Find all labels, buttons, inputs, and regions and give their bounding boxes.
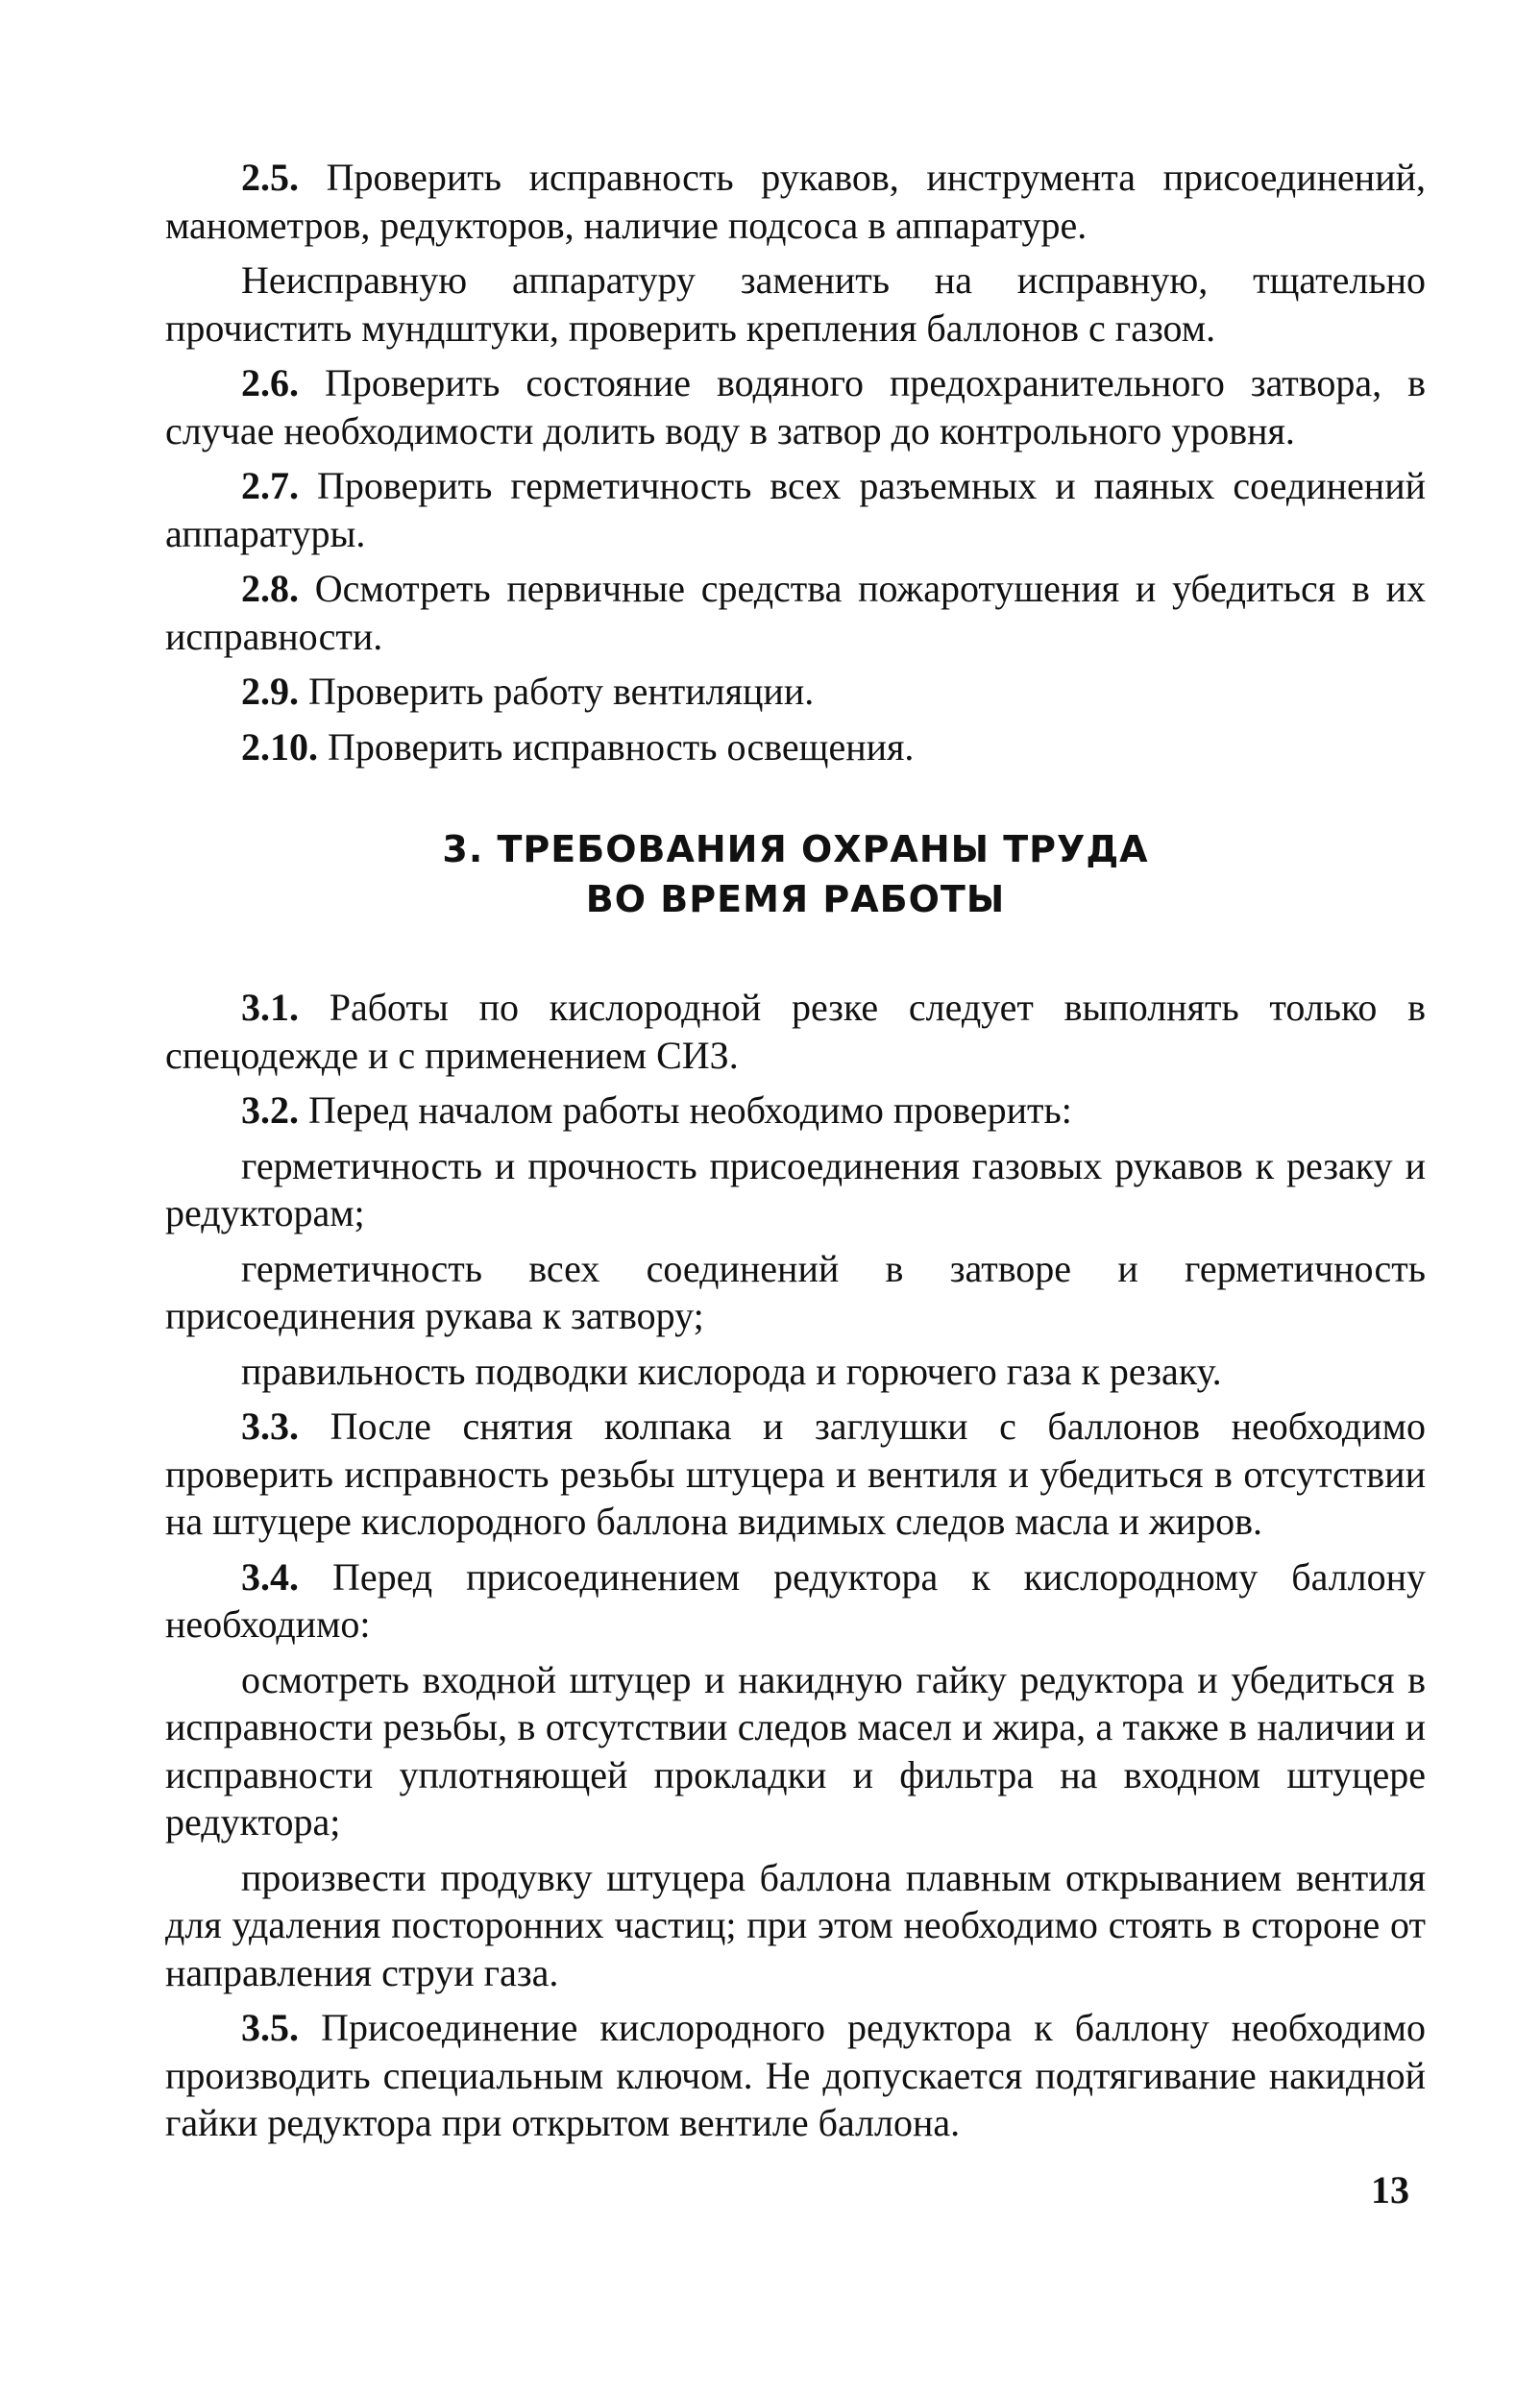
paragraph-number: 2.8. [241,567,299,610]
paragraph-text: герметичность и прочность присоединения газовых рукавов к резаку и редукторам; [165,1143,1426,1234]
paragraph-text: Присоединение кислородного редуктора к баллону необходимо производить специальным ключом. Не допускается подтягивание накидной гайки редуктора при открытом вентиле баллона. [165,2006,1427,2144]
section-3-body [165,984,1426,2147]
paragraph-number: 2.5. [241,156,299,199]
paragraph-3-2-item-3 [165,1348,1426,1396]
paragraph-2-6 [165,359,1426,454]
paragraph-number: 2.7. [241,464,299,507]
paragraph-text: Осмотреть первичные средства пожаротушения и убедиться в их исправности. [165,567,1426,658]
paragraph-3-2-item-2 [165,1245,1426,1340]
paragraph-3-1 [165,984,1426,1079]
paragraph-3-3 [165,1403,1426,1546]
paragraph-text: Проверить исправность рукавов, инструмента присоединений, манометров, редукторов, наличие подсоса в аппаратуре. [165,156,1427,247]
paragraph-text: Работы по кислородной резке следует выполнять только в спецодежде и с применением СИЗ. [165,986,1427,1077]
paragraph-3-4-item-1 [165,1656,1426,1846]
paragraph-number: 3.5. [241,2006,299,2049]
paragraph-text: Проверить герметичность всех разъемных и паяных соединений аппаратуры. [165,464,1427,555]
paragraph-number: 3.4. [241,1554,299,1599]
paragraph-3-4-item-2 [165,1854,1426,1997]
paragraph-2-5-continued [165,256,1426,352]
paragraph-text: Неисправную аппаратуру заменить на исправную, тщательно прочистить мундштуки, проверить крепления баллонов с газом. [165,258,1426,350]
paragraph-number: 2.10. [241,724,318,769]
page-number: 13 [1371,2168,1409,2211]
heading-line-2: ВО ВРЕМЯ РАБОТЫ [585,878,1006,920]
paragraph-text: После снятия колпака и заглушки с баллонов необходимо проверить исправность резьбы штуцера и вентиля и убедиться в отсутствии на штуцере кислородного баллона видимых следов масла и жиров. [165,1405,1426,1543]
paragraph-text: правильность подводки кислорода и горючего газа к резаку. [241,1349,1222,1393]
paragraph-number: 3.1. [241,986,299,1029]
paragraph-number: 2.9. [241,670,299,713]
heading-line-1: 3. ТРЕБОВАНИЯ ОХРАНЫ ТРУДА [442,828,1149,870]
paragraph-text: Проверить состояние водяного предохранительного затвора, в случае необходимости долить воду в затвор до контрольного уровня. [165,361,1427,452]
paragraph-number: 2.6. [241,361,299,404]
paragraph-text: Проверить работу вентиляции. [308,670,815,713]
paragraph-2-9 [165,668,1426,716]
section-3-heading [165,824,1426,924]
document-page [165,154,1426,2155]
paragraph-3-2 [165,1087,1426,1135]
paragraph-3-2-item-1 [165,1142,1426,1237]
paragraph-number: 3.3. [241,1405,299,1448]
paragraph-text: герметичность всех соединений в затворе и герметичность присоединения рукава к затвору; [165,1246,1426,1337]
paragraph-number: 3.2. [241,1088,299,1132]
section-2-tail [165,154,1426,770]
paragraph-2-7 [165,462,1426,557]
paragraph-text: Перед началом работы необходимо проверить: [308,1088,1072,1132]
paragraph-text: осмотреть входной штуцер и накидную гайку редуктора и убедиться в исправности резьбы, в отсутствии следов масел и жира, а также в наличии и исправности уплотняющей прокладки и фильтра на входном штуцере редуктора; [165,1657,1426,1844]
paragraph-text: произвести продувку штуцера баллона плавным открыванием вентиля для удаления посторонних частиц; при этом необходимо стоять в стороне от направления струи газа. [165,1855,1426,1994]
paragraph-text: Перед присоединением редуктора к кислородному баллону необходимо: [165,1554,1427,1646]
paragraph-2-8 [165,565,1426,660]
paragraph-3-4 [165,1553,1426,1649]
paragraph-2-10 [165,723,1426,771]
paragraph-3-5 [165,2004,1426,2147]
paragraph-2-5 [165,154,1426,249]
paragraph-text: Проверить исправность освещения. [328,724,915,769]
